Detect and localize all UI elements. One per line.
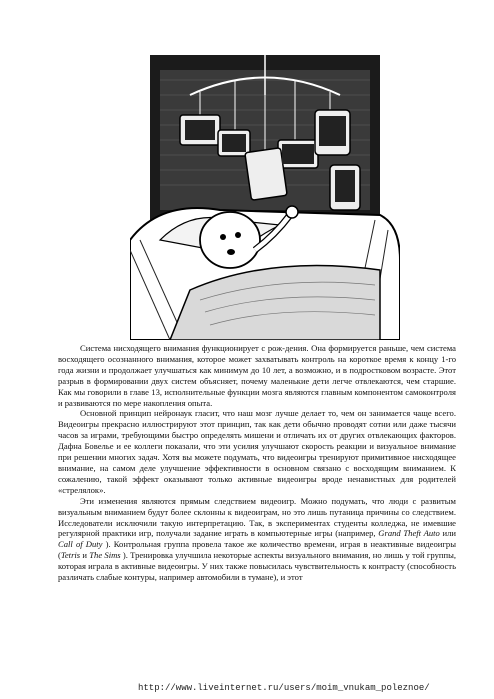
footer-url[interactable]: http://www.liveinternet.ru/users/moim_vnukam_poleznoe/: [138, 683, 430, 693]
game-title-tetris: Tetris: [60, 550, 81, 561]
game-title-gta: Grand Theft Auto: [378, 528, 440, 539]
paragraph-3: Эти изменения являются прямым следствием видеоигр. Можно подумать, что люди с развитым визуальным вниманием будут более склонны к видеоиграм, но это лишь путаница причины со следствием. Исследователи исключили такую интерпретацию. Так, в экспериментах студенты колледжа, не имевшие регулярной практики игр, получали задание играть в компьютерные игры (например, Grand Theft Auto или Call of Duty ). Контрольная группа провела такое же количество времени, играя в неактивные видеоигры (Tetris и The Sims ). Тренировка улучшила некоторые аспекты визуального внимания, но лишь у той группы, которая играла в активные видеоигры. У них также повысилась чувствительность к контрасту (способность различать слабые контуры, например автомобили в тумане), и этот: [58, 495, 456, 583]
game-title-cod: Call of Duty: [58, 539, 103, 550]
baby-crib-illustration: [130, 40, 400, 340]
baby-crib-mobile-icon: [130, 40, 400, 340]
paragraph-1: Система нисходящего внимания функционирует с рож-дения. Она формируется раньше, чем система восходящего осознанного внимания, которое может захватывать контроль на короткое время к концу 1-го года жизни и продолжает улучшаться как минимум до 10 лет, а возможно, и в подростковом возрасте. Этот разрыв в формировании двух систем объясняет, почему маленькие дети легче отвлекаются, чем старшие. Как мы говорили в главе 13, исполнительные функции мозга являются главным компонентом самоконтроля и развиваются по мере накопления опыта.: [58, 343, 456, 408]
paragraph-2: Основной принцип нейронаук гласит, что наш мозг лучше делает то, чем он занимается чаще всего. Видеоигры прекрасно иллюстрируют этот принцип, так как дети обычно проводят сотни или даже тысячи часов за играми, требующими быстро определять мишени и отличать их от других отвлекающих факторов. Дафна Бовелье и ее коллеги показали, что эти усилия улучшают скорость реакции и визуальное внимание при решении многих задач. Хотя вы можете подумать, что видеоигры тренируют примитивное нисходящее внимание, на самом деле улучшение эффективности в основном связано с восходящим вниманием. К сожалению, такой эффект оказывают только активные видеоигры вроде ненавистных для родителей «стрелялок».: [58, 408, 456, 495]
game-title-sims: The Sims: [89, 550, 121, 561]
body-text: [58, 343, 456, 583]
